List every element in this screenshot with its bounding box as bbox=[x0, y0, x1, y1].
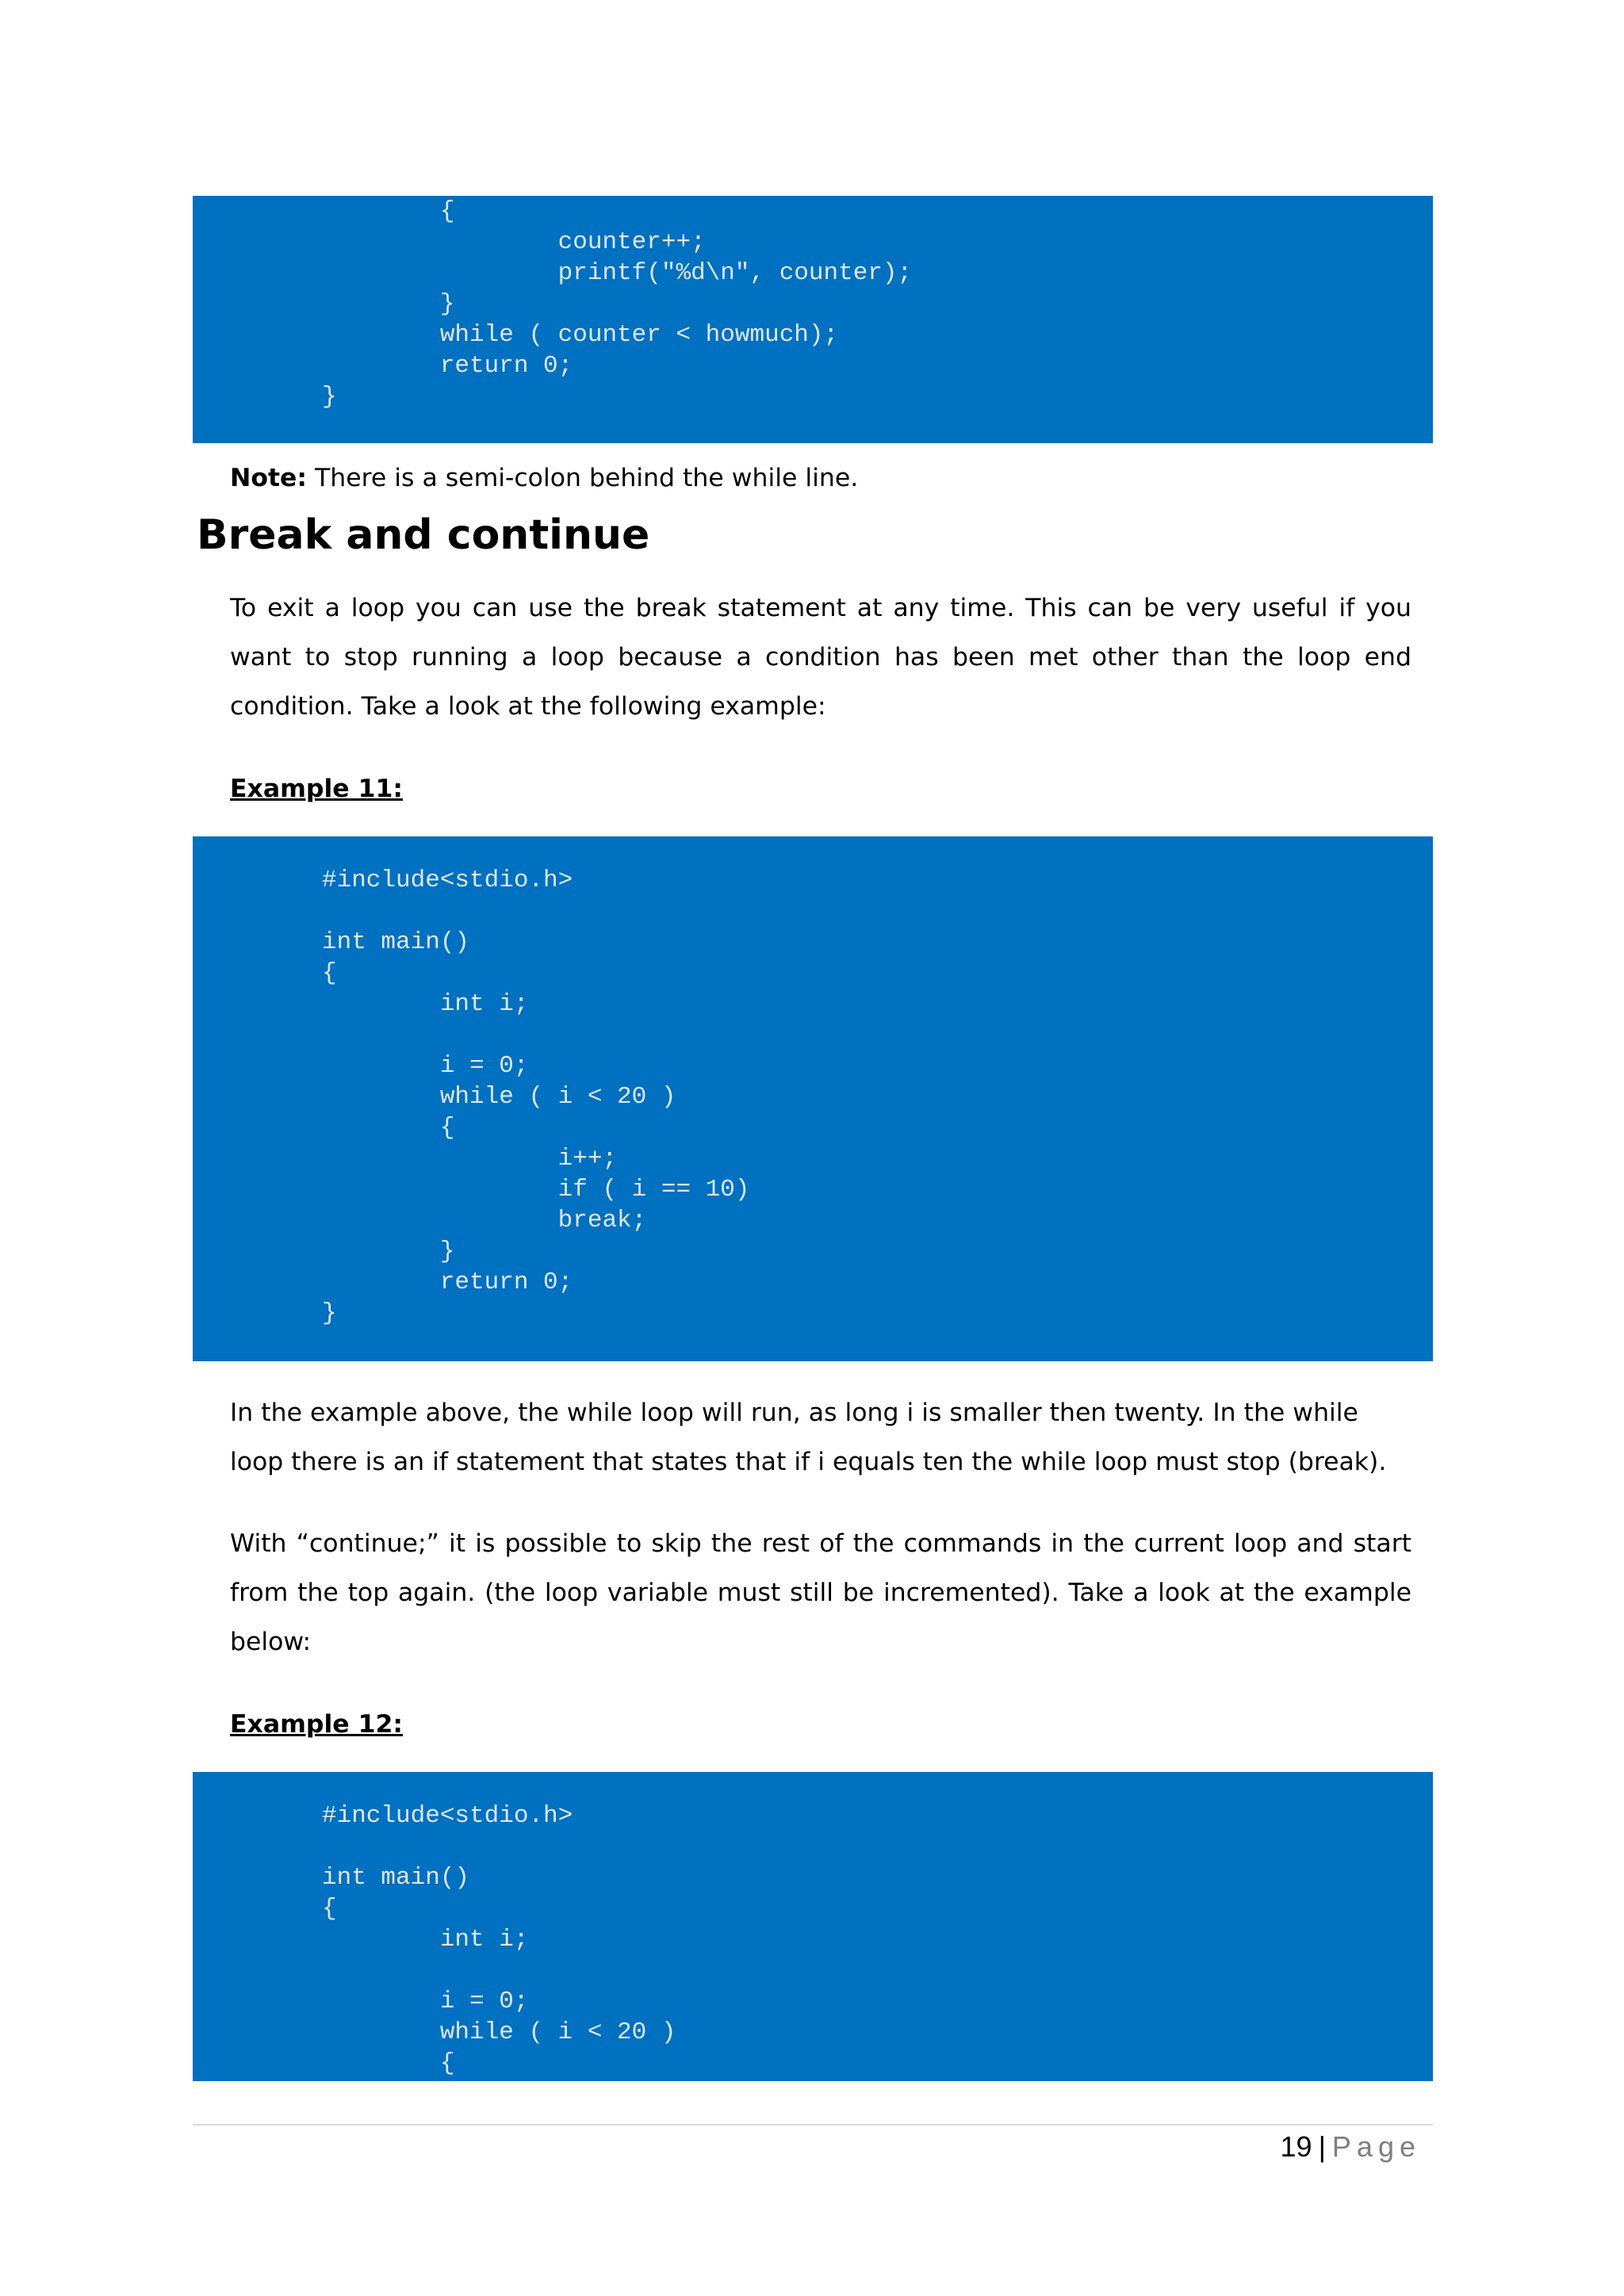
footer-divider bbox=[193, 2124, 1433, 2126]
note bbox=[230, 458, 858, 498]
code-block-example-11 bbox=[193, 836, 1433, 1361]
code-text: #include<stdio.h> int main() { int i; i = 0; while ( i < 20 ) { i++; if ( i == 10) break; } return 0; } bbox=[322, 867, 750, 1327]
code-text: { counter++; printf("%d\n", counter); } while ( counter < howmuch); return 0; } bbox=[322, 197, 913, 411]
note-label: Note: bbox=[230, 464, 308, 492]
code-block-top bbox=[193, 196, 1433, 443]
page-number: 19 bbox=[1280, 2130, 1312, 2163]
footer-separator: | bbox=[1318, 2130, 1326, 2163]
paragraph-continue-intro: With “continue;” it is possible to skip the rest of the commands in the current loop and start from the top again. (the loop variable must still be incremented). Take a look at the example below: bbox=[230, 1529, 1411, 1656]
paragraph-example-explanation: In the example above, the while loop will run, as long i is smaller then twenty. In the while loop there is an if statement that states that if i equals ten the while loop must stop (break). bbox=[230, 1399, 1387, 1476]
paragraph-break-intro: To exit a loop you can use the break statement at any time. This can be very useful if you want to stop running a loop because a condition has been met other than the loop end condition. Take a look at the following example: bbox=[230, 594, 1411, 721]
section-heading: Break and continue bbox=[197, 511, 650, 559]
code-block-example-12 bbox=[193, 1772, 1433, 2081]
example-11-label: Example 11: bbox=[230, 775, 404, 803]
example-12-label: Example 12: bbox=[230, 1710, 404, 1739]
page-word: Page bbox=[1331, 2130, 1421, 2163]
page-footer bbox=[1281, 2127, 1421, 2167]
code-text: #include<stdio.h> int main() { int i; i = 0; while ( i < 20 ) { bbox=[322, 1802, 676, 2077]
note-text: There is a semi-colon behind the while line. bbox=[307, 464, 859, 492]
